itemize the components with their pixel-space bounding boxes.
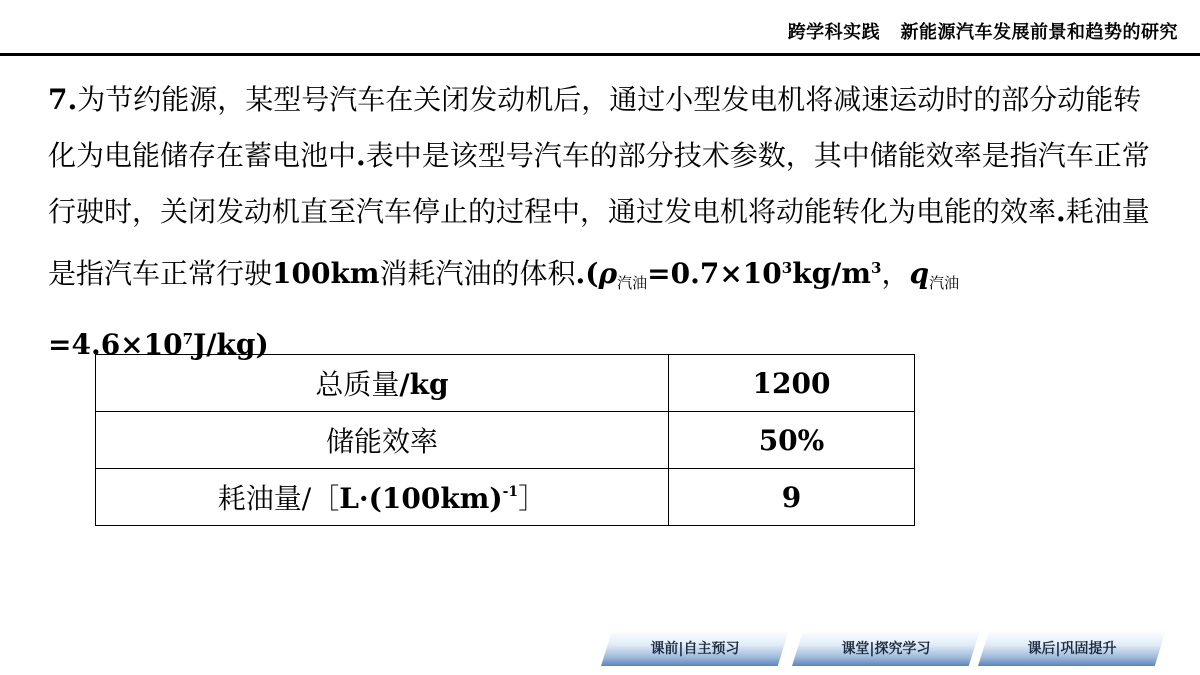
label-unit: /kg: [399, 368, 449, 401]
nav-button-classroom[interactable]: [792, 630, 980, 666]
table-row: [96, 412, 915, 469]
separator: ，: [881, 257, 910, 290]
q-value: =4.6×10: [48, 328, 183, 361]
table-row: [96, 469, 915, 526]
rho-subscript: 汽油: [617, 274, 648, 292]
table-value-cell: 9: [669, 469, 915, 526]
label-close: ］: [518, 482, 547, 515]
question-text: [48, 72, 1168, 373]
header-title: [788, 18, 1178, 44]
table-row: [96, 355, 915, 412]
q-symbol: q: [909, 257, 930, 290]
header-topic: 新能源汽车发展前景和趋势的研究: [900, 22, 1178, 43]
nav-button-label: 课前|自主预习: [650, 641, 740, 657]
rho-exponent: 3: [781, 259, 793, 277]
q-subscript: 汽油: [929, 274, 960, 292]
table-label-cell: [96, 412, 669, 469]
question-number: 7.: [48, 83, 78, 116]
header-divider: [0, 53, 1200, 56]
rho-value: =0.7×10: [647, 257, 782, 290]
rho-unit: kg/m: [792, 257, 872, 290]
rho-unit-exponent: 3: [871, 259, 882, 277]
table-value-cell: 50%: [669, 412, 915, 469]
table-label-cell: [96, 355, 669, 412]
period: .: [1056, 195, 1066, 228]
label-text: 储能效率: [325, 425, 438, 458]
label-exponent: -1: [502, 484, 519, 500]
nav-button-preview[interactable]: [601, 630, 789, 666]
rho-symbol: ρ: [598, 257, 618, 290]
table-value-cell: 1200: [669, 355, 915, 412]
nav-button-label: 课后|巩固提升: [1027, 641, 1117, 657]
slide-header: [0, 0, 1200, 54]
label-text: 耗油量/［: [217, 482, 340, 515]
question-sentence-2: 表中是该型号汽车的部分技术参数，其中储能效率是指汽车正常行驶时，关闭发动机直至汽车停止的过程中，通过发电机将动能转化为电能的效率: [48, 139, 1150, 228]
table-label-cell: [96, 469, 669, 526]
period: .: [356, 139, 366, 172]
label-text: 总质量: [315, 368, 400, 401]
distance-value: 100km: [272, 257, 380, 290]
q-unit: J/kg): [193, 328, 269, 361]
question-sentence-1: 为节约能源，某型号汽车在关闭发动机后，通过小型发电机将减速运动时的部分动能转化为电能储存在蓄电池中: [48, 83, 1142, 172]
nav-button-review[interactable]: [978, 630, 1166, 666]
nav-button-label: 课堂|探究学习: [841, 641, 931, 657]
question-sentence-4: 消耗汽油的体积: [379, 257, 576, 290]
paren-open: .(: [575, 257, 599, 290]
question-sentence-3: 耗油量是指汽车正常行驶: [48, 195, 1150, 290]
label-unit: L·(100km): [339, 482, 503, 515]
header-course: 跨学科实践: [787, 22, 881, 43]
parameters-table: [95, 354, 915, 526]
q-exponent: 7: [182, 330, 194, 348]
